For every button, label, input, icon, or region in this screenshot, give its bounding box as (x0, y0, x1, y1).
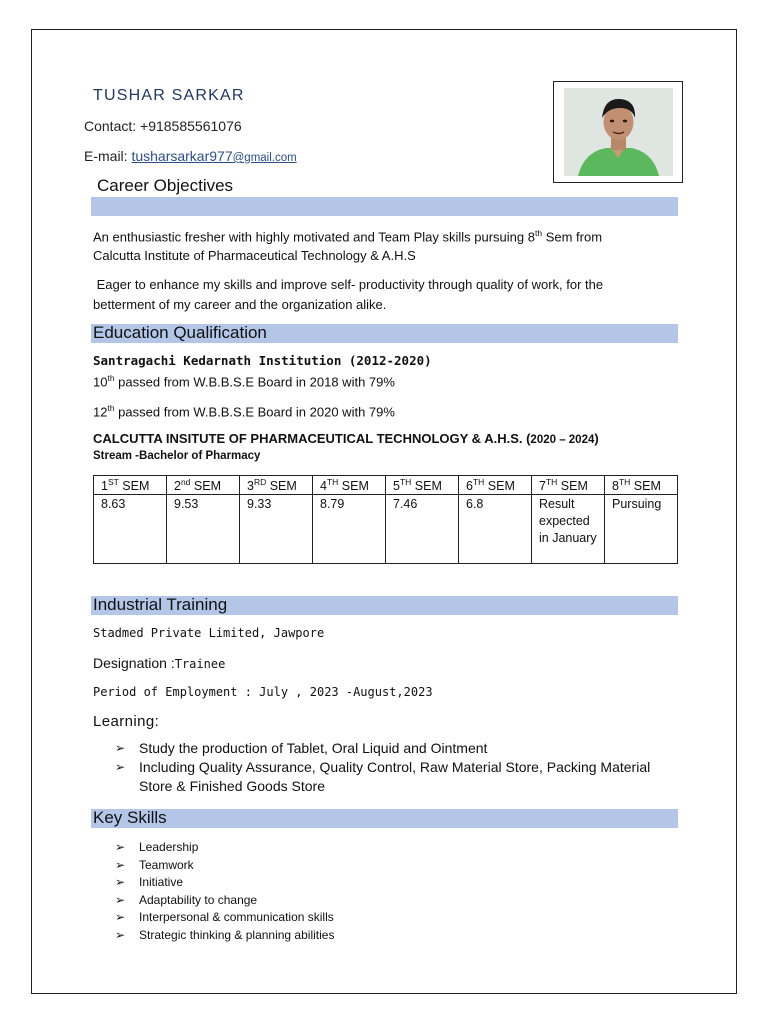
skills-list (115, 839, 334, 945)
list-item: ➢ Strategic thinking & planning abilities (115, 927, 334, 945)
key-skills-heading: Key Skills (93, 808, 167, 827)
semester-value-cell: 9.33 (240, 495, 313, 564)
semester-value-cell: Result expected in January (532, 495, 605, 564)
arrowhead-bullet-icon: ➢ (115, 910, 126, 925)
list-item: ➢ Adaptability to change (115, 892, 334, 910)
arrowhead-bullet-icon: ➢ (115, 875, 126, 890)
semester-value-cell: 7.46 (386, 495, 459, 564)
career-objectives-heading: Career Objectives (97, 176, 234, 195)
career-paragraph-1-line-1: An enthusiastic fresher with highly motivated and Team Play skills pursuing 8th Sem from (93, 228, 603, 245)
college-name: CALCUTTA INSITUTE OF PHARMACEUTICAL TECHNOLOGY & A.H.S. (2020 – 2024) (93, 431, 599, 446)
semester-header-cell: 1ST SEM (94, 476, 167, 495)
semester-header-cell: 5TH SEM (386, 476, 459, 495)
semester-value-cell: 6.8 (459, 495, 532, 564)
semester-header-cell: 3RD SEM (240, 476, 313, 495)
career-paragraph-1-line-2: Calcutta Institute of Pharmaceutical Technology & A.H.S (93, 248, 416, 263)
semester-value-cell: 8.63 (94, 495, 167, 564)
twelfth-result: 12th passed from W.B.B.S.E Board in 2020 with 79% (93, 403, 395, 420)
arrowhead-bullet-icon: ➢ (115, 927, 126, 942)
arrowhead-bullet-icon: ➢ (115, 760, 126, 774)
semester-value-cell: 9.53 (167, 495, 240, 564)
list-item: ➢ Including Quality Assurance, Quality Control, Raw Material Store, Packing Material Store & Finished Goods Store (115, 759, 651, 794)
contact-phone: Contact: +918585561076 (84, 118, 242, 134)
semester-header-row (94, 476, 678, 495)
profile-photo (564, 88, 673, 176)
email-label: E-mail: (84, 148, 132, 164)
list-item: ➢ Interpersonal & communication skills (115, 909, 334, 927)
learning-list (115, 739, 659, 796)
semester-header-cell: 2nd SEM (167, 476, 240, 495)
industrial-training-heading: Industrial Training (93, 595, 228, 614)
semester-header-cell: 4TH SEM (313, 476, 386, 495)
arrowhead-bullet-icon: ➢ (115, 840, 126, 854)
email-link[interactable]: tusharsarkar977@gmail.com (131, 148, 297, 164)
tenth-result: 10th passed from W.B.B.S.E Board in 2018 with 79% (93, 373, 395, 390)
contact-email (84, 148, 297, 164)
learning-label: Learning: (93, 713, 160, 730)
arrowhead-bullet-icon: ➢ (115, 741, 126, 755)
list-item: ➢ Leadership (115, 839, 334, 857)
career-paragraph-2-line-1: Eager to enhance my skills and improve self- productivity through quality of work, for the (93, 277, 604, 292)
semester-header-cell: 6TH SEM (459, 476, 532, 495)
semester-value-row (94, 495, 678, 564)
semester-results-table (93, 475, 678, 564)
candidate-name: TUSHAR SARKAR (93, 87, 245, 104)
skills-section-bar (91, 809, 678, 828)
training-designation: Designation :Trainee (93, 655, 226, 671)
degree-stream: Stream -Bachelor of Pharmacy (93, 450, 261, 462)
list-item: ➢ Initiative (115, 874, 334, 892)
training-company: Stadmed Private Limited, Jawpore (93, 626, 325, 640)
school-name: Santragachi Kedarnath Institution (2012-2020) (93, 353, 432, 368)
profile-photo-frame (553, 81, 683, 183)
education-heading: Education Qualification (93, 323, 267, 342)
semester-header-cell: 8TH SEM (605, 476, 678, 495)
arrowhead-bullet-icon: ➢ (115, 857, 126, 872)
semester-value-cell: 8.79 (313, 495, 386, 564)
list-item: ➢ Study the production of Tablet, Oral Liquid and Ointment (115, 740, 488, 756)
list-item: ➢ Teamwork (115, 857, 334, 875)
training-period: Period of Employment : July , 2023 -August,2023 (93, 685, 433, 699)
arrowhead-bullet-icon: ➢ (115, 892, 126, 907)
career-paragraph-2-line-2: betterment of my career and the organization alike. (93, 297, 387, 312)
career-section-bar (91, 197, 678, 216)
semester-value-cell: Pursuing (605, 495, 678, 564)
semester-header-cell: 7TH SEM (532, 476, 605, 495)
